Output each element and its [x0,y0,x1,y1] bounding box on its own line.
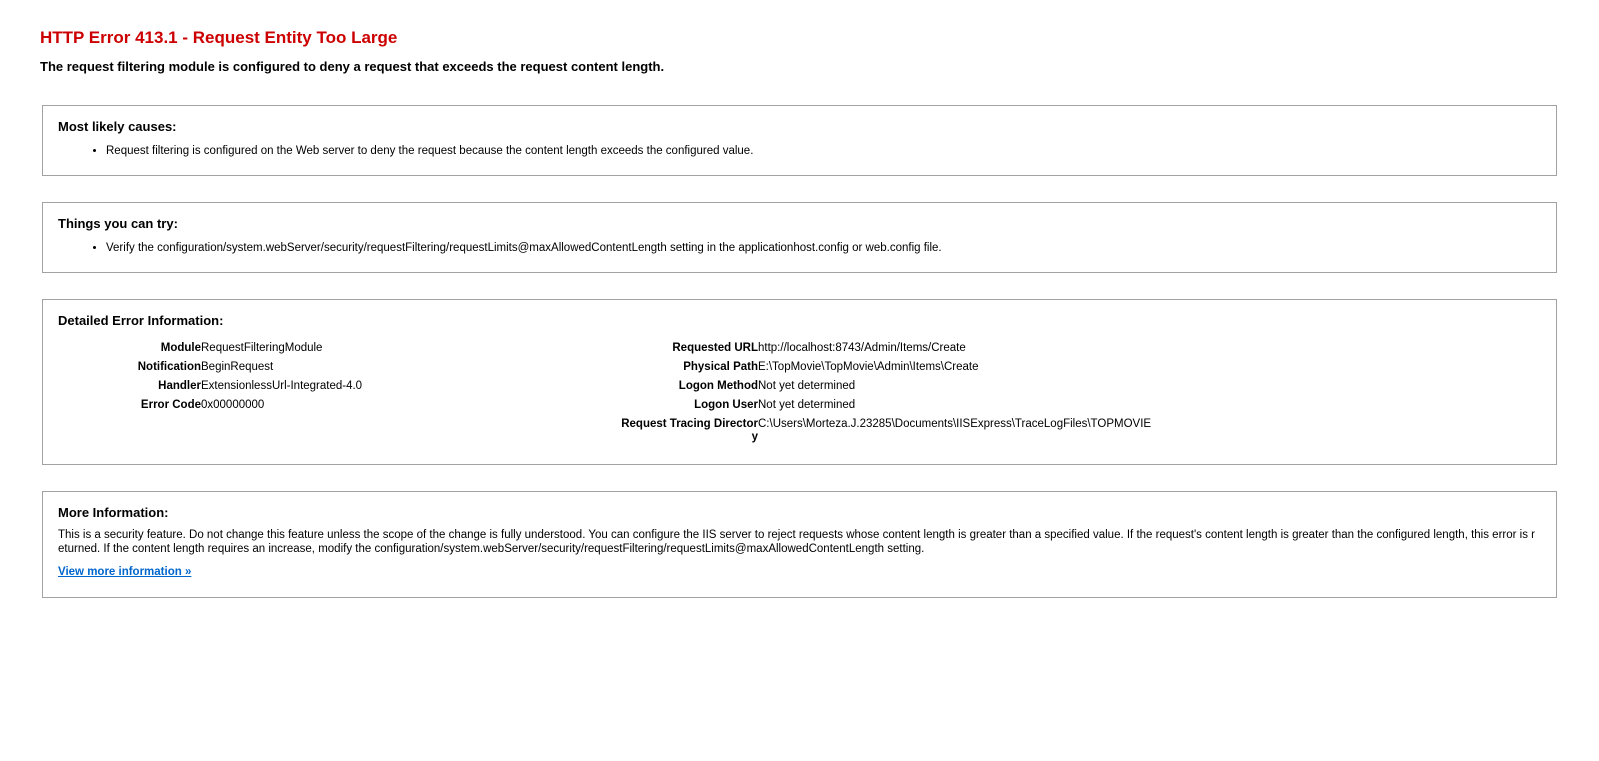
more-information-text: This is a security feature. Do not change this feature unless the scope of the change is fully understood. You can configure the IIS server to reject requests whose content length is greater than a specified value. If the request's content length is greater than the configured length, this error is returned. If the content length requires an increase, modify the configuration/system.webServer/security/requestFiltering/requestLimits@maxAllowedContentLength setting. [58,529,1535,555]
error-subtitle: The request filtering module is configured to deny a request that exceeds the request content length. [40,59,665,74]
more-information-heading: More Information: [58,505,169,520]
details-left-table [58,339,588,415]
detail-label: Request Tracing Directory [621,418,758,443]
causes-list [63,144,1541,158]
list-item: • Verify the configuration/system.webServer/security/requestFiltering/requestLimits@maxAllowedContentLength setting in the applicationhost.config or web.config file. [106,241,1541,255]
detailed-error-information-heading: Detailed Error Information: [58,313,224,328]
table-row [58,358,588,377]
most-likely-causes-section [42,105,1557,176]
detail-label: Notification [137,361,201,373]
detail-value: Not yet determined [758,399,856,411]
details-right-column [588,339,1541,447]
detail-label: Module [160,342,201,354]
table-row [58,339,588,358]
detail-value: E:\TopMovie\TopMovie\Admin\Items\Create [758,361,979,373]
detailed-error-information-section [42,299,1557,465]
detail-label: Logon User [694,399,758,411]
detail-value: 0x00000000 [201,399,265,411]
detail-label: Handler [158,380,201,392]
things-you-can-try-section [42,202,1557,273]
details-columns [58,339,1541,447]
detail-label: Requested URL [672,342,758,354]
table-row [588,358,1541,377]
detail-value: C:\Users\Morteza.J.23285\Documents\IISExpress\TraceLogFiles\TOPMOVIE [758,418,1152,430]
details-left-column [58,339,588,447]
table-row [58,396,588,415]
table-row [58,377,588,396]
detail-value: Not yet determined [758,380,856,392]
detail-value: http://localhost:8743/Admin/Items/Create [758,342,966,354]
fixes-list [63,241,1541,255]
more-information-section [42,491,1557,598]
table-row [588,396,1541,415]
detail-label: Error Code [140,399,201,411]
table-row [588,415,1541,447]
error-title: HTTP Error 413.1 - Request Entity Too Large [40,28,398,47]
detail-label: Logon Method [678,380,758,392]
list-item: • Request filtering is configured on the Web server to deny the request because the content length exceeds the configured value. [106,144,1541,158]
detail-label: Physical Path [683,361,758,373]
most-likely-causes-heading: Most likely causes: [58,119,177,134]
things-you-can-try-heading: Things you can try: [58,216,178,231]
detail-value: ExtensionlessUrl-Integrated-4.0 [201,380,363,392]
details-right-table [588,339,1541,447]
detail-value: BeginRequest [201,361,274,373]
table-row [588,377,1541,396]
table-row [588,339,1541,358]
view-more-information-link[interactable]: View more information » [58,566,192,578]
more-information-link-row [58,562,1541,580]
detail-value: RequestFilteringModule [201,342,323,354]
